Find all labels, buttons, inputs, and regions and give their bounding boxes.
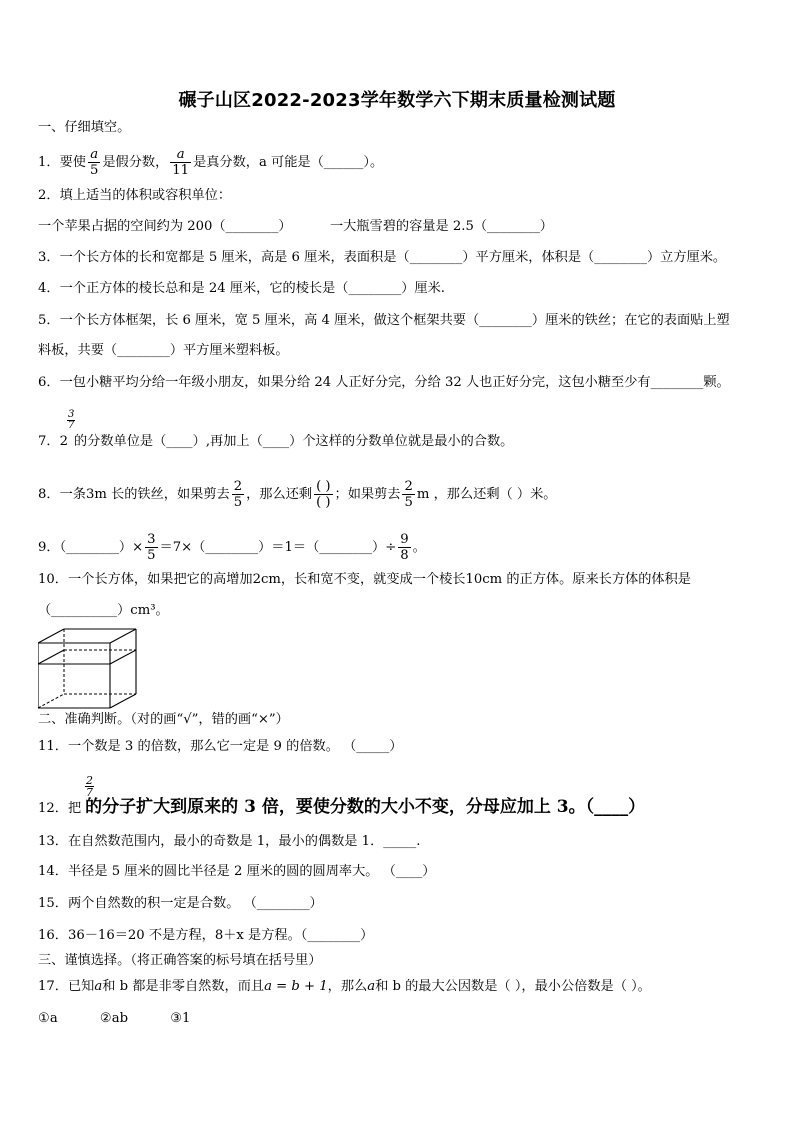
fraction-a-over-5: $\frac{a}{5}$ [89,147,99,179]
question-17-options [38,1009,758,1029]
page-title: 碾子山区2022-2023学年数学六下期末质量检测试题 [178,90,616,111]
question-14: 14．半径是 5 厘米的圆比半径是 2 厘米的圆的圆周率大。 （____） [38,864,436,879]
question-12: 12．把 $\frac{2}{7}$ 的分子扩大到原来的 3 倍，要使分数的大小不变，分母应加上 3。（____） [38,774,646,817]
question-10-line-1: 10．一个长方体，如果把它的高增加2cm，长和宽不变，就变成一个棱长10cm 的正方体。原来长方体的体积是 [38,572,691,587]
blank-fraction: $\frac{( )}{( )}$ [316,479,331,511]
question-4: 4．一个正方体的棱长总和是 24 厘米，它的棱长是（________）厘米. [38,281,445,296]
question-3: 3．一个长方体的长和宽都是 5 厘米，高是 6 厘米，表面积是（________）平方厘米，体积是（________）立方厘米。 [38,250,727,265]
option-1: ①a [38,1011,58,1026]
mixed-fraction-3-7: $\frac{3}{7}$ [68,409,75,431]
fraction-a-over-11: $\frac{a}{11}$ [172,147,190,179]
fraction-3-5: $\frac{3}{5}$ [147,532,156,564]
fraction-2-5-b: $\frac{2}{5}$ [404,479,413,511]
question-7: 7．2 $\frac{3}{7}$ 的分数单位是（____）,再加上（____）个这样的分数单位就是最小的合数。 [38,409,514,449]
question-15: 15．两个自然数的积一定是合数。 （________） [38,896,323,911]
fraction-2-7: $\frac{2}{7}$ [86,774,93,799]
question-16: 16．36－16＝20 不是方程，8＋x 是方程。（________） [38,928,374,943]
question-13: 13．在自然数范围内，最小的奇数是 1，最小的偶数是 1．_____. [38,834,421,849]
cuboid-diagram [38,628,140,710]
section-3-heading: 三、谨慎选择。（将正确答案的标号填在括号里） [38,953,322,968]
question-2a: 一个苹果占据的空间约为 200（________） [38,219,292,234]
question-17: 17．已知a和 b 都是非零自然数，而且a = b + 1，那么a和 b 的最大公因数是（ ），最小公倍数是（ ）。 [38,979,651,994]
fraction-9-8: $\frac{9}{8}$ [400,532,409,564]
question-5-line-2: 料板，共要（________）平方厘米塑料板。 [38,343,289,358]
fraction-2-5-a: $\frac{2}{5}$ [233,479,243,511]
question-11: 11．一个数是 3 的倍数，那么它一定是 9 的倍数。 （_____） [38,739,403,754]
section-2-heading: 二、准确判断。（对的画“√”，错的画“×”） [38,712,289,727]
question-1: 1．要使 $\frac{a}{5}$ 是假分数， $\frac{a}{11}$ 是真分数，a 可能是（______）。 [38,147,384,179]
question-9: 9．（________）× $\frac{3}{5}$ ＝7×（________）＝1＝（________）÷ $\frac{9}{8}$ 。 [38,532,426,564]
question-5-line-1: 5．一个长方体框架，长 6 厘米，宽 5 厘米，高 4 厘米，做这个框架共要（________）厘米的铁丝；在它的表面贴上塑 [38,313,730,328]
question-10-line-2: （__________）cm³。 [38,603,169,618]
question-8: 8．一条3m 长的铁丝，如果剪去 $\frac{2}{5}$ ，那么还剩 $\frac{( )}{( )}$ ；如果剪去 $\frac{2}{5}$ m ，那么还剩（ ）米。 [38,479,557,511]
question-2b: 一大瓶雪碧的容量是 2.5（________） [330,219,553,234]
section-1-heading: 一、仔细填空。 [38,120,131,135]
question-2-items [38,217,758,237]
option-2: ②ab [99,1011,129,1026]
question-6: 6．一包小糖平均分给一年级小朋友，如果分给 24 人正好分完，分给 32 人也正好分完，这包小糖至少有________颗。 [38,375,730,390]
question-2: 2．填上适当的体积或容积单位： [38,188,232,203]
option-3: ③1 [170,1011,191,1026]
